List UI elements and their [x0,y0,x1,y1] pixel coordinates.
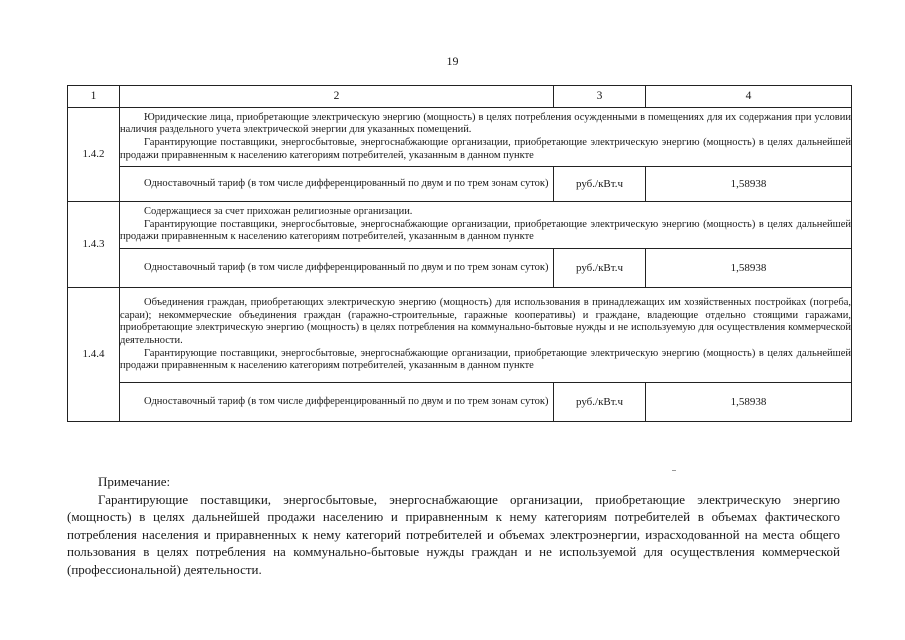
rate-label [120,383,554,422]
note-text: Гарантирующие поставщики, энергосбытовые, энергоснабжающие организации, приобретающие электрическую энергию (мощность) в целях дальнейшей продажи населению и приравненным к нему категориям потребителей в объемах фактического потребления населения и приравненных к нему категорий потребителей и объемах электроэнергии, израсходованной на места общего пользования в целях потребления на коммунально-бытовые нужды граждан и не используемой для осуществления коммерческой (профессиональной) деятельности. [67,491,840,577]
section-code: 1.4.3 [68,202,120,288]
description-paragraph: Гарантирующие поставщики, энергосбытовые, энергоснабжающие организации, приобретающие электрическую энергию (мощность) в целях дальнейшей продажи приравненным к населению категориям потребителей, указанным в данном пункте [120,347,851,372]
rate-row [68,249,852,288]
rate-label-text: Одноставочный тариф (в том числе дифференцированный по двум и по трем зонам суток) [144,177,549,189]
column-header: 1 [68,86,120,108]
section-description [120,202,852,249]
column-header: 2 [120,86,554,108]
section-code: 1.4.4 [68,288,120,422]
rate-value: 1,58938 [646,249,852,288]
rate-unit: руб./кВт.ч [554,383,646,422]
rate-label [120,167,554,202]
rate-row [68,383,852,422]
column-header: 4 [646,86,852,108]
rate-label-text: Одноставочный тариф (в том числе дифференцированный по двум и по трем зонам суток) [144,261,549,273]
tariff-table [67,85,852,422]
section-description [120,108,852,167]
rate-label-text: Одноставочный тариф (в том числе дифференцированный по двум и по трем зонам суток) [144,395,549,407]
scan-speck [672,470,676,471]
rate-label [120,249,554,288]
description-paragraph: Юридические лица, приобретающие электрическую энергию (мощность) в целях потребления осужденными в помещениях для их содержания при условии наличия раздельного учета электрической энергии для указанных помещений. [120,111,851,136]
description-paragraph: Содержащиеся за счет прихожан религиозные организации. [144,206,413,218]
rate-value: 1,58938 [646,383,852,422]
note-title: Примечание: [98,474,171,489]
rate-row [68,167,852,202]
description-paragraph: Гарантирующие поставщики, энергосбытовые, энергоснабжающие организации, приобретающие электрическую энергию (мощность) в целях дальнейшей продажи приравненным к населению категориям потребителей, указанным в данном пункте [120,218,851,243]
section-code: 1.4.2 [68,108,120,202]
column-header: 3 [554,86,646,108]
section-description-row [68,202,852,249]
rate-unit: руб./кВт.ч [554,167,646,202]
page-number: 19 [446,54,459,68]
section-description [120,288,852,383]
table-header-row [68,86,852,108]
section-description-row [68,288,852,383]
section-description-row [68,108,852,167]
description-paragraph: Гарантирующие поставщики, энергосбытовые, энергоснабжающие организации, приобретающие электрическую энергию (мощность) в целях дальнейшей продажи приравненным к населению категориям потребителей, указанным в данном пункте [120,137,851,161]
description-paragraph: Объединения граждан, приобретающих электрическую энергию (мощность) для использования в принадлежащих им хозяйственных постройках (погреба, сараи); некоммерческие объединения граждан (гаражно-строительные, гаражные кооперативы) и граждане, владеющие отдельно стоящими гаражами, приобретающие электрическую энергию (мощность) в целях потребления на коммунально-бытовые нужды и не используемую для осуществления коммерческой деятельности. [120,297,851,346]
rate-value: 1,58938 [646,167,852,202]
note-section [67,474,840,579]
rate-unit: руб./кВт.ч [554,249,646,288]
